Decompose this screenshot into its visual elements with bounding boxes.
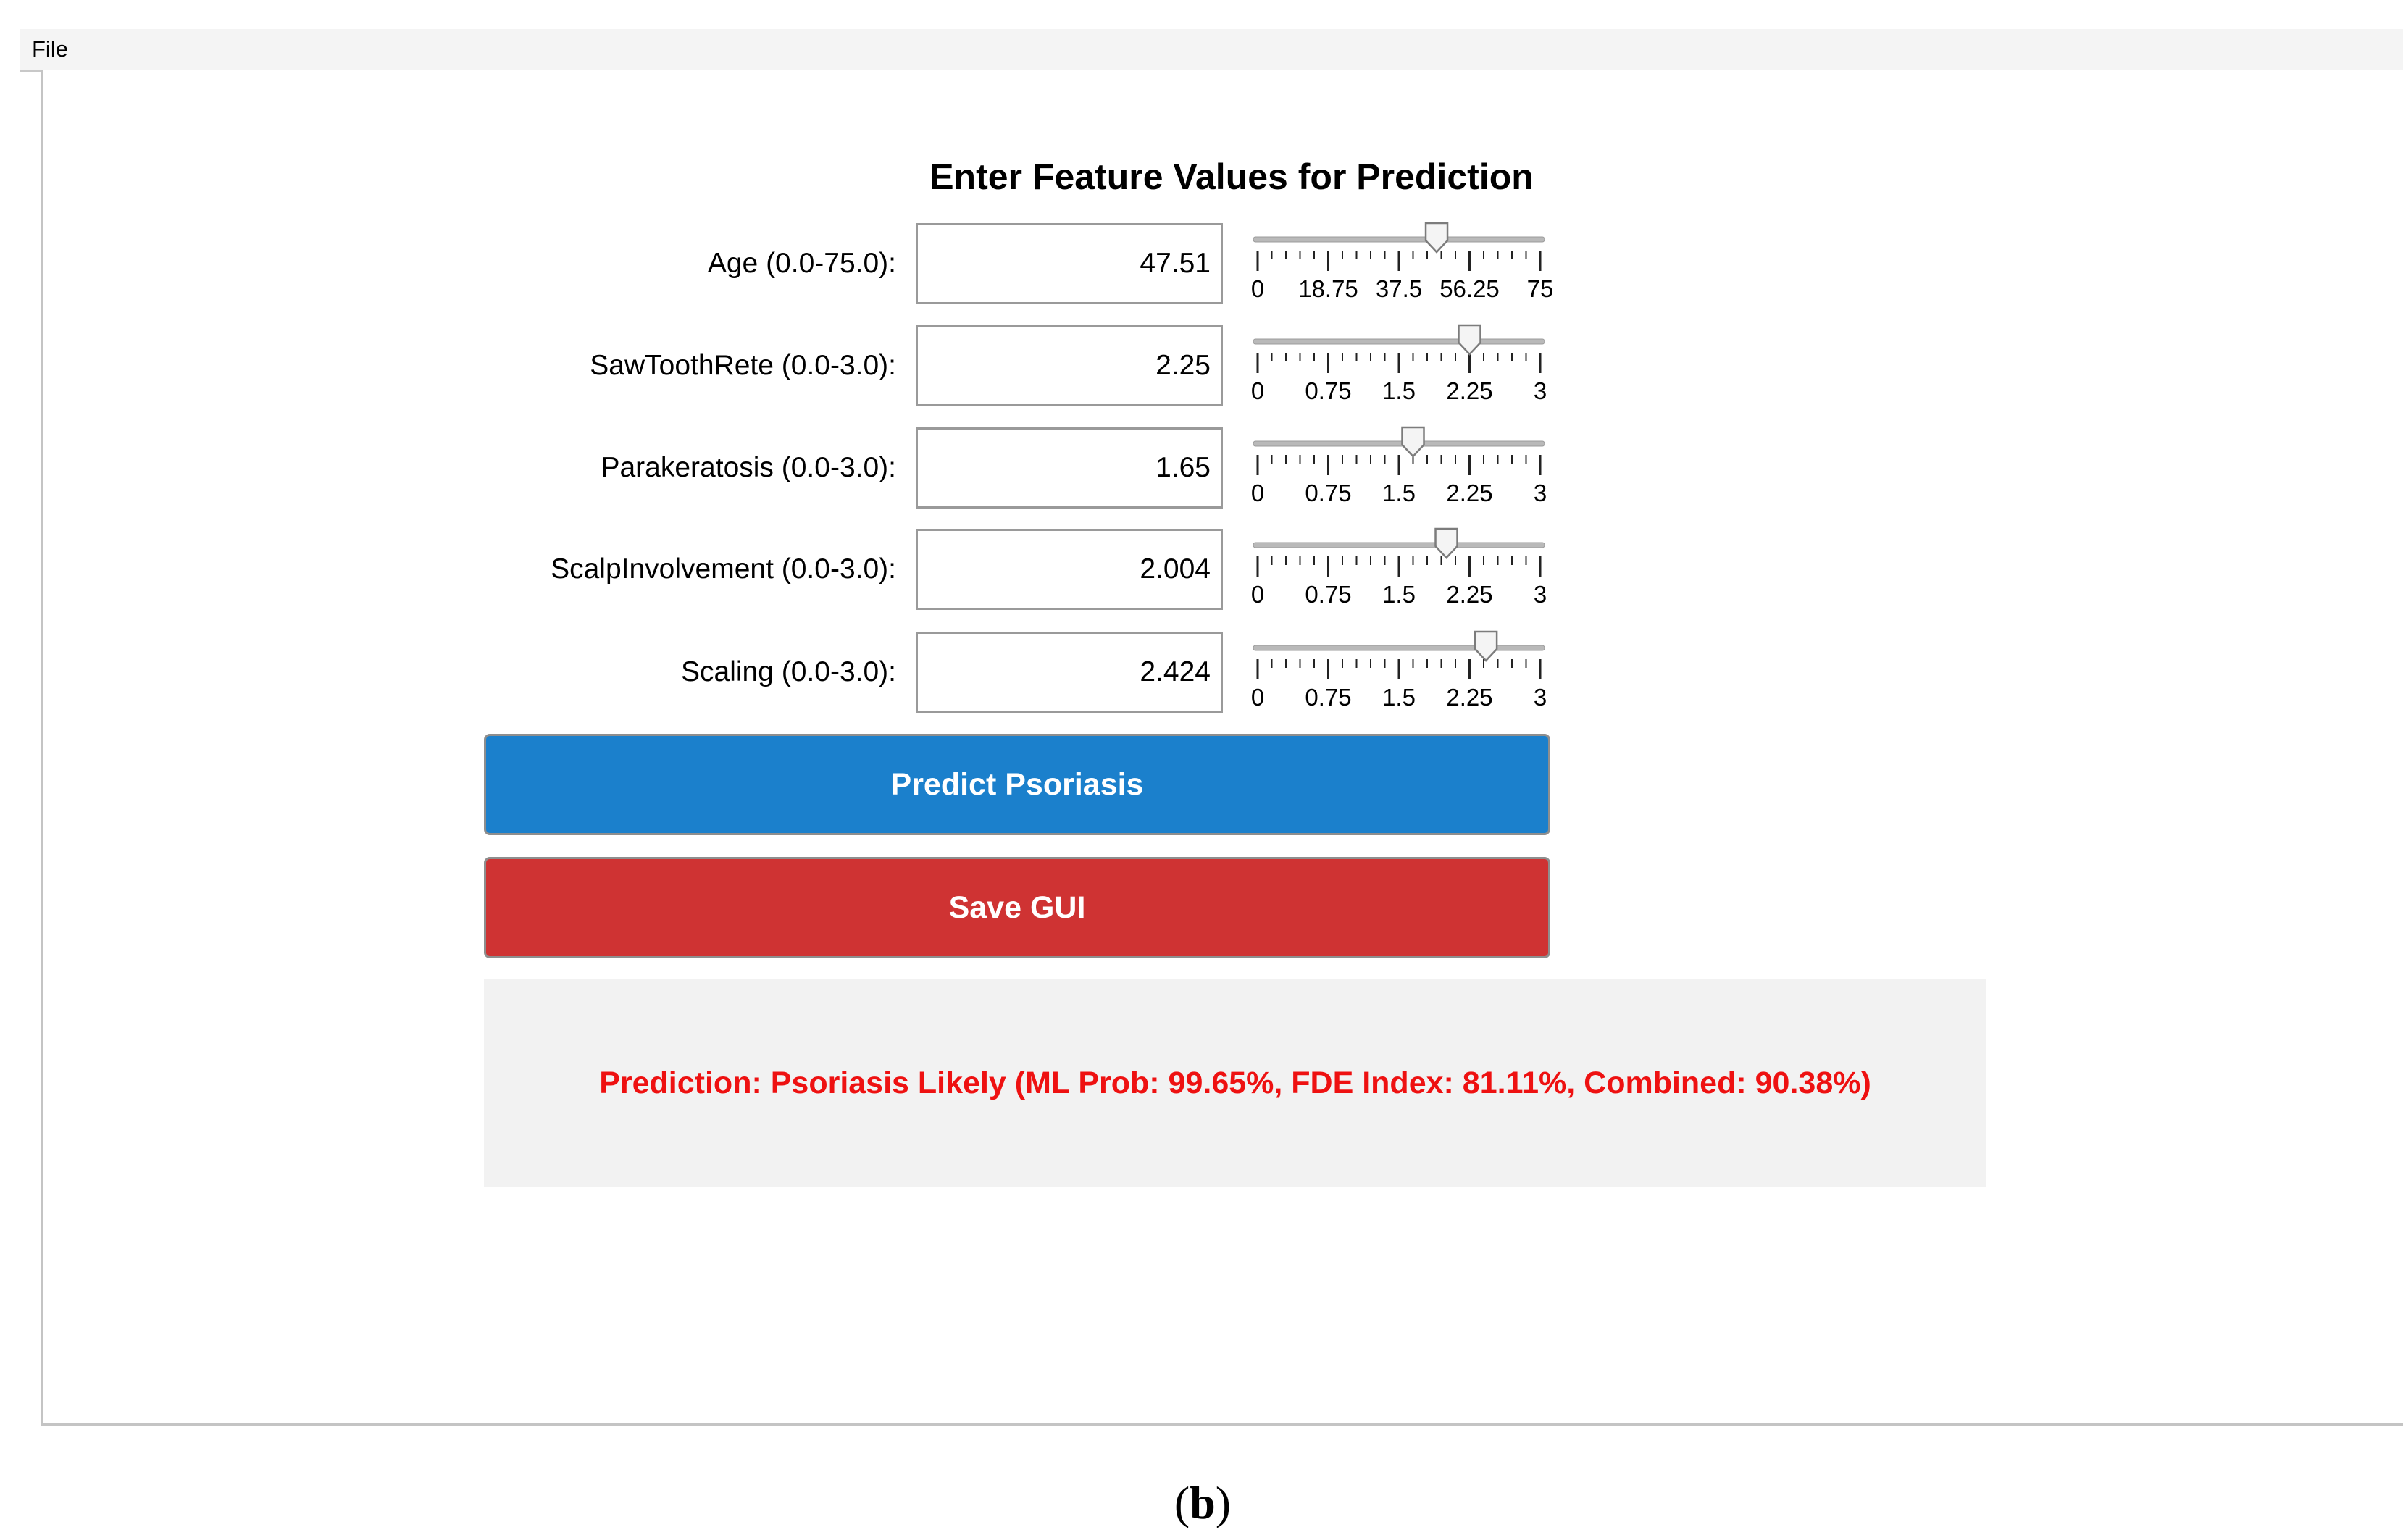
- slider-graphic: [1250, 223, 1569, 304]
- result-panel: [484, 979, 1986, 1187]
- feature-slider-parakeratosis[interactable]: [1250, 427, 1569, 509]
- feature-input-sawtooth[interactable]: [916, 325, 1223, 406]
- slider-track[interactable]: [1253, 645, 1545, 650]
- feature-slider-sawtooth[interactable]: [1250, 325, 1569, 406]
- menu-bar: [20, 29, 2403, 72]
- caption-close: ): [1215, 1477, 1232, 1528]
- slider-tick-label: 0.75: [1305, 581, 1352, 608]
- feature-row-scaling: [0, 632, 2403, 713]
- slider-tick-label: 0: [1250, 377, 1265, 404]
- feature-row-parakeratosis: [0, 427, 2403, 509]
- slider-tick-label: 18.75: [1298, 275, 1358, 302]
- feature-input-age[interactable]: [916, 223, 1223, 304]
- slider-graphic: [1250, 325, 1569, 406]
- feature-slider-age[interactable]: [1250, 223, 1569, 304]
- slider-track[interactable]: [1253, 441, 1545, 446]
- feature-input-parakeratosis[interactable]: [916, 427, 1223, 509]
- slider-tick-label: 0: [1250, 581, 1265, 608]
- feature-input-scaling[interactable]: [916, 632, 1223, 713]
- slider-tick-label: 56.25: [1439, 275, 1500, 302]
- slider-tick-label: 3: [1533, 480, 1547, 506]
- feature-slider-scalp[interactable]: [1250, 529, 1569, 610]
- feature-label-age: Age (0.0-75.0):: [707, 248, 896, 279]
- slider-thumb[interactable]: [1475, 632, 1497, 661]
- slider-graphic: [1250, 427, 1569, 509]
- prediction-result: Prediction: Psoriasis Likely (ML Prob: 99.65%, FDE Index: 81.11%, Combined: 90.38%): [599, 1066, 1871, 1100]
- figure-caption: [1116, 1470, 1290, 1536]
- slider-tick-label: 1.5: [1382, 684, 1416, 711]
- feature-row-scalp: [0, 529, 2403, 610]
- caption-open: (: [1174, 1477, 1190, 1528]
- slider-track[interactable]: [1253, 543, 1545, 548]
- save-gui-button[interactable]: Save GUI: [484, 857, 1550, 958]
- feature-label-scalp: ScalpInvolvement (0.0-3.0):: [551, 553, 896, 585]
- feature-input-scalp[interactable]: [916, 529, 1223, 610]
- slider-tick-label: 0.75: [1305, 684, 1352, 711]
- slider-tick-label: 3: [1533, 581, 1547, 608]
- caption-letter: b: [1190, 1477, 1216, 1528]
- slider-tick-label: 0: [1250, 684, 1265, 711]
- slider-tick-label: 2.25: [1446, 684, 1493, 711]
- feature-label-scaling: Scaling (0.0-3.0):: [681, 656, 896, 687]
- feature-row-age: [0, 223, 2403, 304]
- slider-track[interactable]: [1253, 237, 1545, 242]
- slider-thumb[interactable]: [1436, 529, 1458, 558]
- slider-tick-label: 0: [1250, 275, 1265, 302]
- feature-label-parakeratosis: Parakeratosis (0.0-3.0):: [601, 452, 896, 483]
- feature-label-sawtooth: SawToothRete (0.0-3.0):: [590, 350, 896, 381]
- slider-graphic: [1250, 529, 1569, 610]
- slider-tick-label: 2.25: [1446, 581, 1493, 608]
- slider-tick-label: 3: [1533, 377, 1547, 404]
- slider-tick-label: 2.25: [1446, 377, 1493, 404]
- feature-row-sawtooth: [0, 325, 2403, 406]
- slider-thumb[interactable]: [1403, 427, 1424, 456]
- feature-slider-scaling[interactable]: [1250, 632, 1569, 713]
- slider-tick-label: 75: [1526, 275, 1554, 302]
- slider-tick-label: 3: [1533, 684, 1547, 711]
- slider-tick-label: 2.25: [1446, 480, 1493, 506]
- menu-file[interactable]: File: [32, 36, 68, 62]
- slider-thumb[interactable]: [1426, 223, 1447, 252]
- slider-tick-label: 0.75: [1305, 480, 1352, 506]
- slider-tick-label: 0: [1250, 480, 1265, 506]
- slider-tick-label: 1.5: [1382, 581, 1416, 608]
- slider-graphic: [1250, 632, 1569, 713]
- form-title: Enter Feature Values for Prediction: [929, 156, 1534, 197]
- slider-tick-label: 37.5: [1375, 275, 1423, 302]
- slider-track[interactable]: [1253, 339, 1545, 344]
- slider-tick-label: 0.75: [1305, 377, 1352, 404]
- slider-tick-label: 1.5: [1382, 480, 1416, 506]
- slider-thumb[interactable]: [1459, 325, 1481, 354]
- predict-button[interactable]: Predict Psoriasis: [484, 734, 1550, 835]
- slider-tick-label: 1.5: [1382, 377, 1416, 404]
